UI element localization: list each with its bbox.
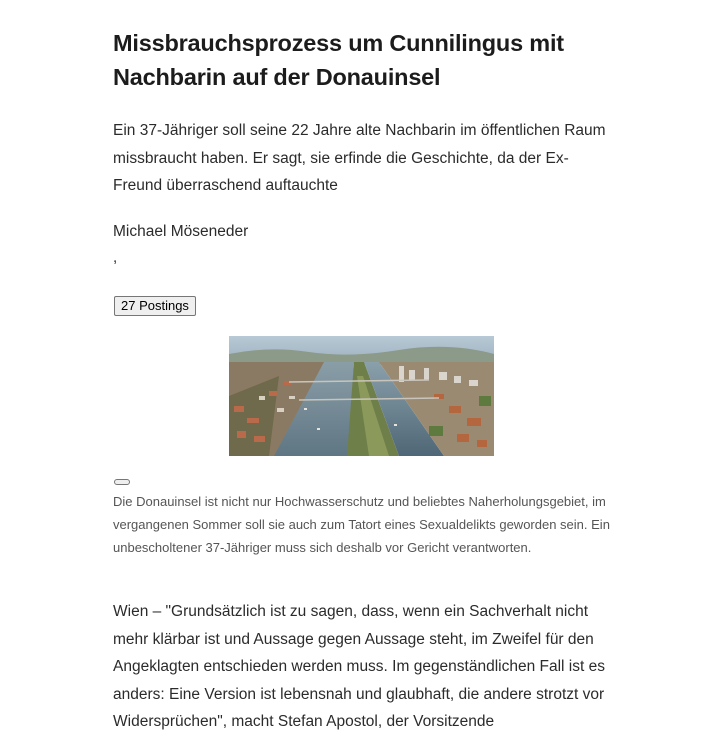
article-author[interactable]: Michael Möseneder [113, 223, 249, 240]
article-body-paragraph: Wien – "Grundsätzlich ist zu sagen, dass, wenn ein Sachverhalt nicht mehr klärbar ist und Aussage gegen Aussage steht, im Zweifel für den Angeklagten entschieden werden muss. Im gegenständlichen Fall ist es anders: Eine Version ist lebensnah und glaubhaft, die andere strotzt vor Widersprüchen", macht Stefan Apostol, der Vorsitzende [113, 603, 605, 730]
author-separator: , [113, 249, 118, 266]
article-lead: Ein 37-Jähriger soll seine 22 Jahre alte Nachbarin im öffentlichen Raum missbraucht haben. Er sagt, sie erfinde die Geschichte, da der Ex-Freund überraschend auftauchte [113, 122, 606, 194]
donauinsel-aerial-photo [229, 336, 494, 456]
article-headline: Missbrauchsprozess um Cunnilingus mit Nachbarin auf der Donauinsel [113, 30, 564, 90]
postings-button[interactable]: 27 Postings [114, 296, 196, 316]
figure-caption: Die Donauinsel ist nicht nur Hochwasserschutz und beliebtes Naherholungsgebiet, im vergangenen Sommer soll sie auch zum Tatort eines Sexualdelikts geworden sein. Ein unbescholtener 37-Jähriger muss sich deshalb vor Gericht verantworten. [113, 494, 610, 555]
caption-toggle-button[interactable] [114, 479, 130, 485]
